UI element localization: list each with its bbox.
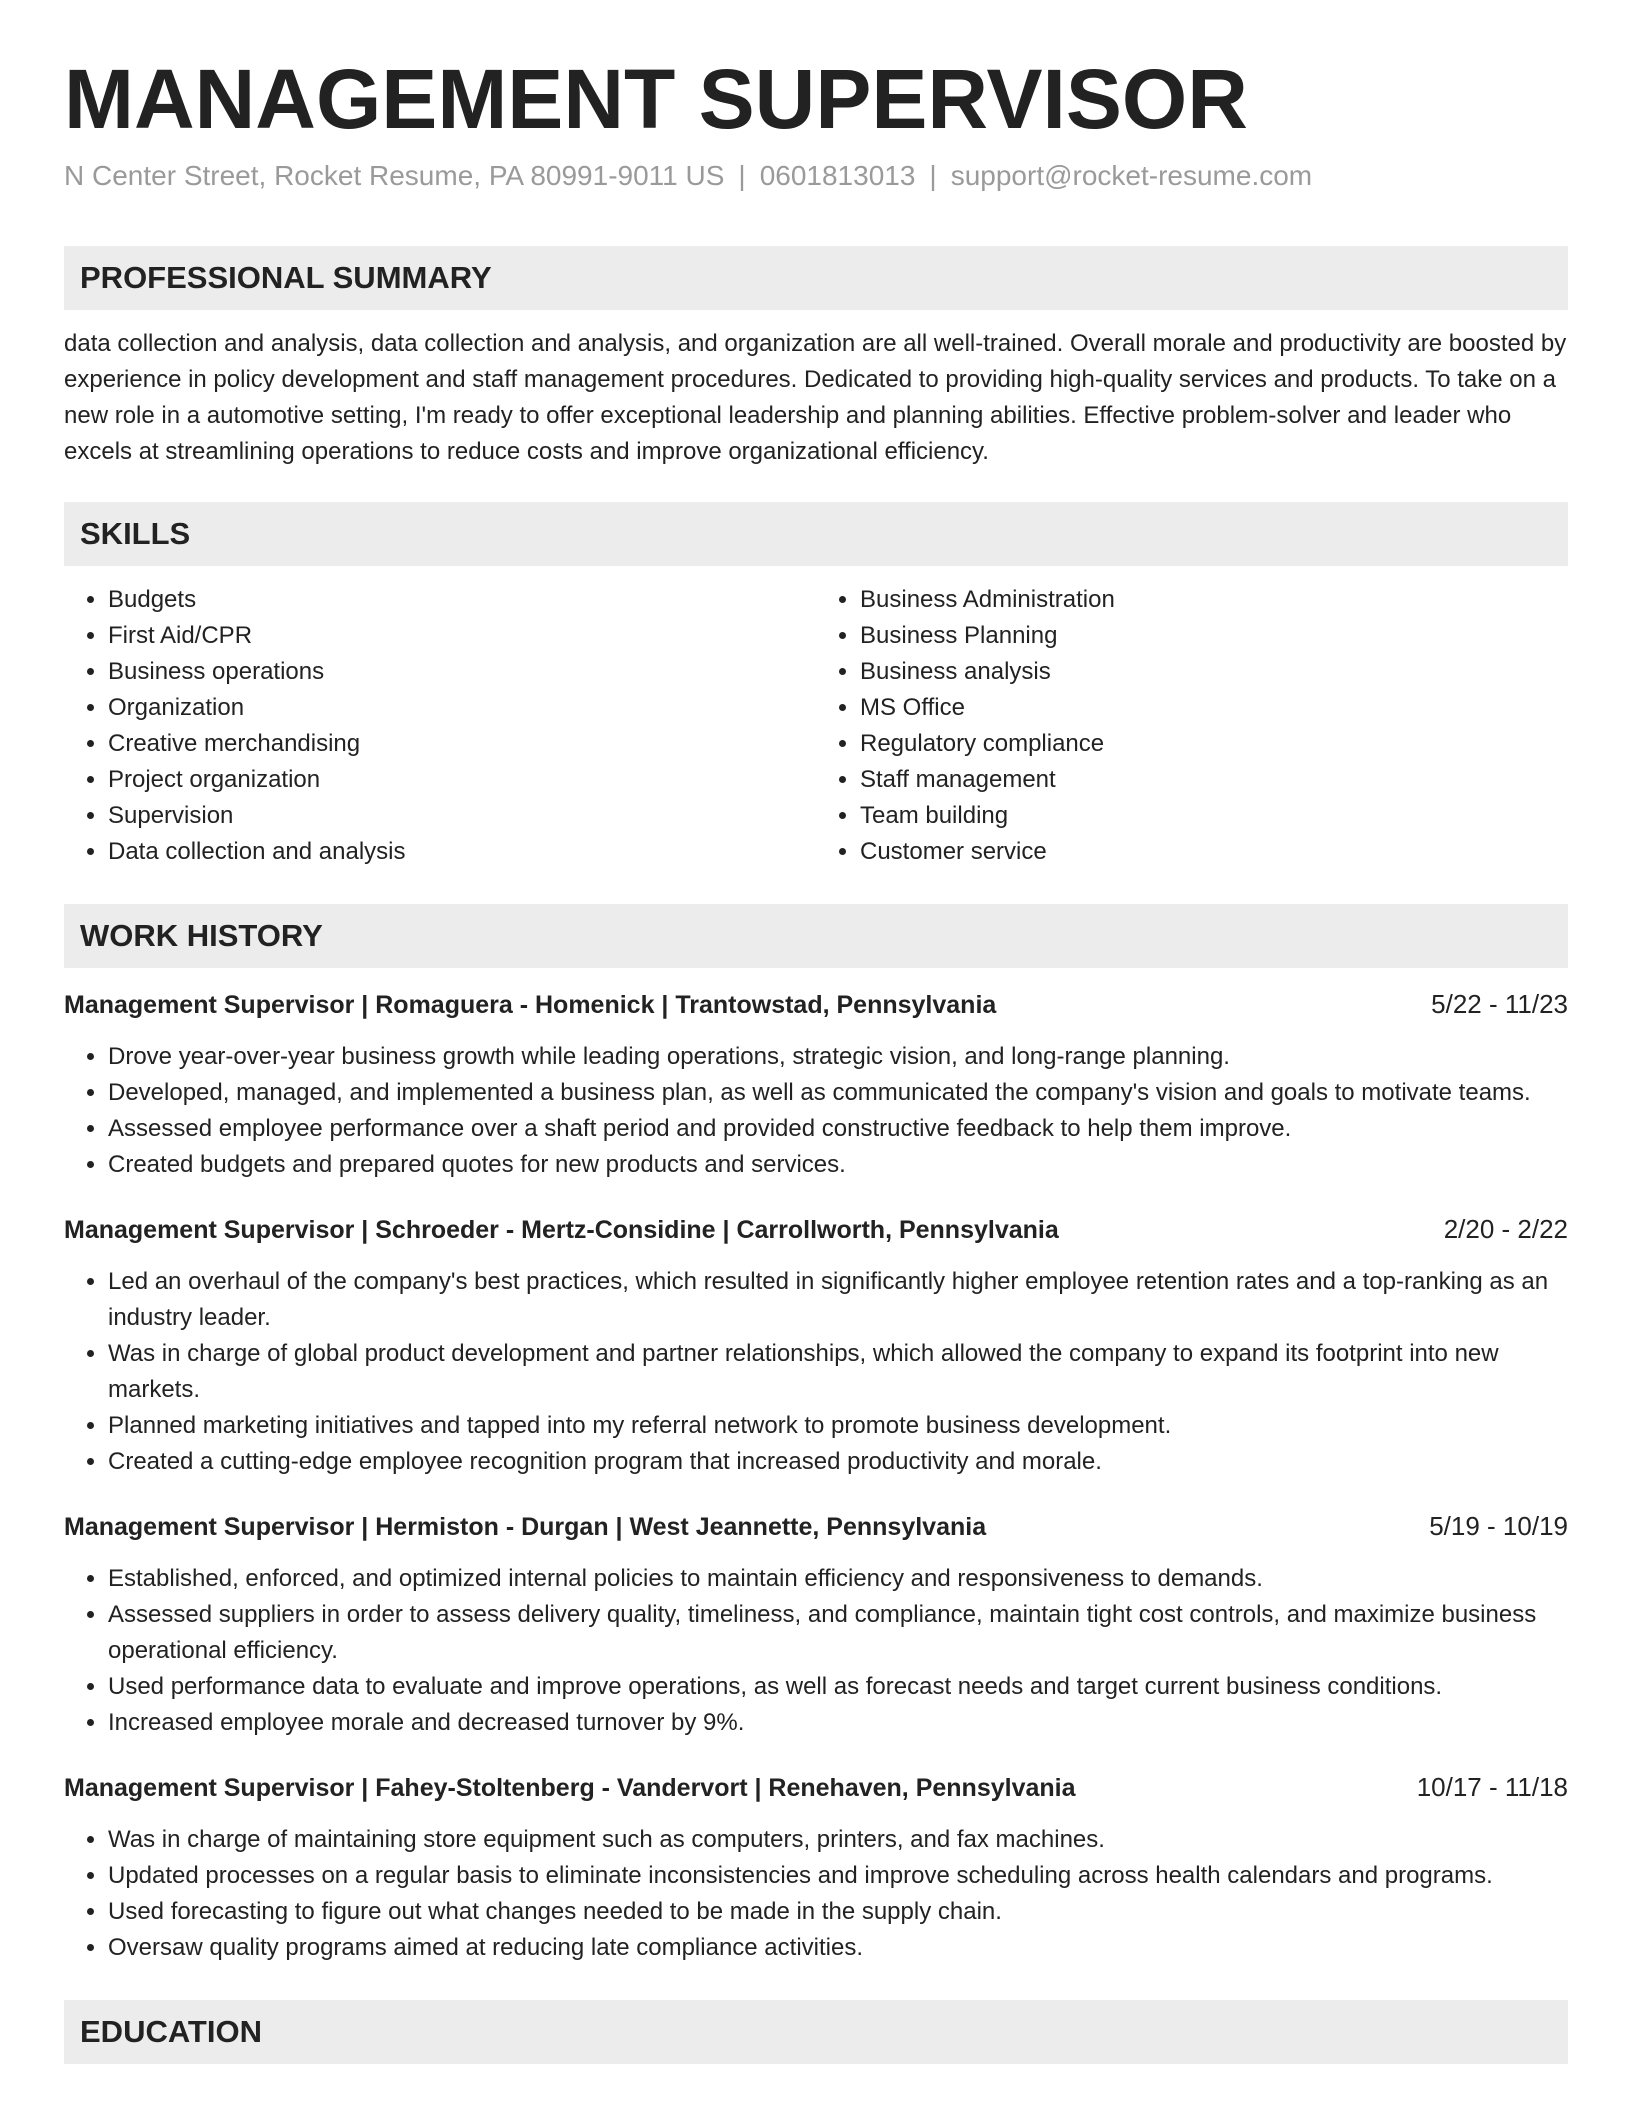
job-bullet: • Created a cutting-edge employee recognition program that increased productivity and morale. [108,1444,1568,1480]
contact-phone: 0601813013 [759,160,916,192]
professional-summary-text: data collection and analysis, data collection and analysis, and organization are all well-trained. Overall morale and productivity are boosted by experience in policy development and staff management procedures. Dedicated to providing high-quality services and products. To take on a new role in a automotive setting, I'm ready to offer exceptional leadership and planning abilities. Effective problem-solver and leader who excels at streamlining operations to reduce costs and improve organizational efficiency. [64,330,1567,466]
job-bullets [64,1822,1568,1966]
skills-column-left [64,582,816,870]
skill-item: • Supervision [108,798,816,834]
job-bullet: • Used forecasting to figure out what changes needed to be made in the supply chain. [108,1894,1568,1930]
job-entry [64,986,1568,1183]
contact-separator: | [929,160,937,192]
job-dates: 10/17 - 11/18 [1416,1772,1568,1803]
job-entry [64,1508,1568,1741]
skill-item: • First Aid/CPR [108,618,816,654]
job-title: Management Supervisor | Fahey-Stoltenberg - Vandervort | Renehaven, Pennsylvania [64,1774,1076,1803]
job-header [64,986,1568,1023]
skills-list [64,582,1568,870]
skill-item: • Organization [108,690,816,726]
job-title: Management Supervisor | Romaguera - Homenick | Trantowstad, Pennsylvania [64,991,997,1020]
section-header-skills: SKILLS [64,502,1568,566]
skill-item: • Regulatory compliance [860,726,1568,762]
skill-item: • Business analysis [860,654,1568,690]
contact-address: N Center Street, Rocket Resume, PA 80991-9011 US [64,160,725,192]
job-bullet: • Drove year-over-year business growth while leading operations, strategic vision, and long-range planning. [108,1039,1568,1075]
skill-item: • Customer service [860,834,1568,870]
skill-item: • Team building [860,798,1568,834]
skill-item: • Staff management [860,762,1568,798]
job-entry [64,1769,1568,1966]
skills-column-right [816,582,1568,870]
job-dates: 5/22 - 11/23 [1431,989,1568,1020]
contact-email: support@rocket-resume.com [950,160,1313,192]
job-bullet: • Assessed employee performance over a shaft period and provided constructive feedback to help them improve. [108,1111,1568,1147]
job-header [64,1769,1568,1806]
contact-line [64,158,1568,194]
job-dates: 2/20 - 2/22 [1443,1214,1568,1245]
skill-item: • MS Office [860,690,1568,726]
section-header-summary: PROFESSIONAL SUMMARY [64,246,1568,310]
job-bullets [64,1264,1568,1480]
job-bullet: • Increased employee morale and decreased turnover by 9%. [108,1705,1568,1741]
section-header-education: EDUCATION [64,2000,1568,2064]
job-header [64,1508,1568,1545]
job-bullet: • Was in charge of global product development and partner relationships, which allowed the company to expand its footprint into new markets. [108,1336,1568,1408]
skill-item: • Project organization [108,762,816,798]
section-header-work-history: WORK HISTORY [64,904,1568,968]
contact-separator: | [738,160,746,192]
job-bullets [64,1039,1568,1183]
job-bullet: • Developed, managed, and implemented a business plan, as well as communicated the company's vision and goals to motivate teams. [108,1075,1568,1111]
job-entry [64,1211,1568,1480]
job-dates: 5/19 - 10/19 [1429,1511,1568,1542]
skill-item: • Business Administration [860,582,1568,618]
job-title: Management Supervisor | Hermiston - Durgan | West Jeannette, Pennsylvania [64,1513,987,1542]
skill-item: • Creative merchandising [108,726,816,762]
job-header [64,1211,1568,1248]
job-bullet: • Led an overhaul of the company's best practices, which resulted in significantly higher employee retention rates and a top-ranking as an industry leader. [108,1264,1568,1336]
job-bullet: • Was in charge of maintaining store equipment such as computers, printers, and fax machines. [108,1822,1568,1858]
job-bullet: • Assessed suppliers in order to assess delivery quality, timeliness, and compliance, maintain tight cost controls, and maximize business operational efficiency. [108,1597,1568,1669]
candidate-name: MANAGEMENT SUPERVISOR [64,52,1248,146]
job-bullet: • Created budgets and prepared quotes for new products and services. [108,1147,1568,1183]
skill-item: • Business Planning [860,618,1568,654]
job-title: Management Supervisor | Schroeder - Mertz-Considine | Carrollworth, Pennsylvania [64,1216,1059,1245]
job-bullet: • Established, enforced, and optimized internal policies to maintain efficiency and responsiveness to demands. [108,1561,1568,1597]
job-bullet: • Updated processes on a regular basis to eliminate inconsistencies and improve scheduling across health calendars and programs. [108,1858,1568,1894]
skill-item: • Budgets [108,582,816,618]
job-bullets [64,1561,1568,1741]
job-bullet: • Used performance data to evaluate and improve operations, as well as forecast needs and target current business conditions. [108,1669,1568,1705]
skill-item: • Business operations [108,654,816,690]
skill-item: • Data collection and analysis [108,834,816,870]
job-bullet: • Oversaw quality programs aimed at reducing late compliance activities. [108,1930,1568,1966]
job-bullet: • Planned marketing initiatives and tapped into my referral network to promote business development. [108,1408,1568,1444]
